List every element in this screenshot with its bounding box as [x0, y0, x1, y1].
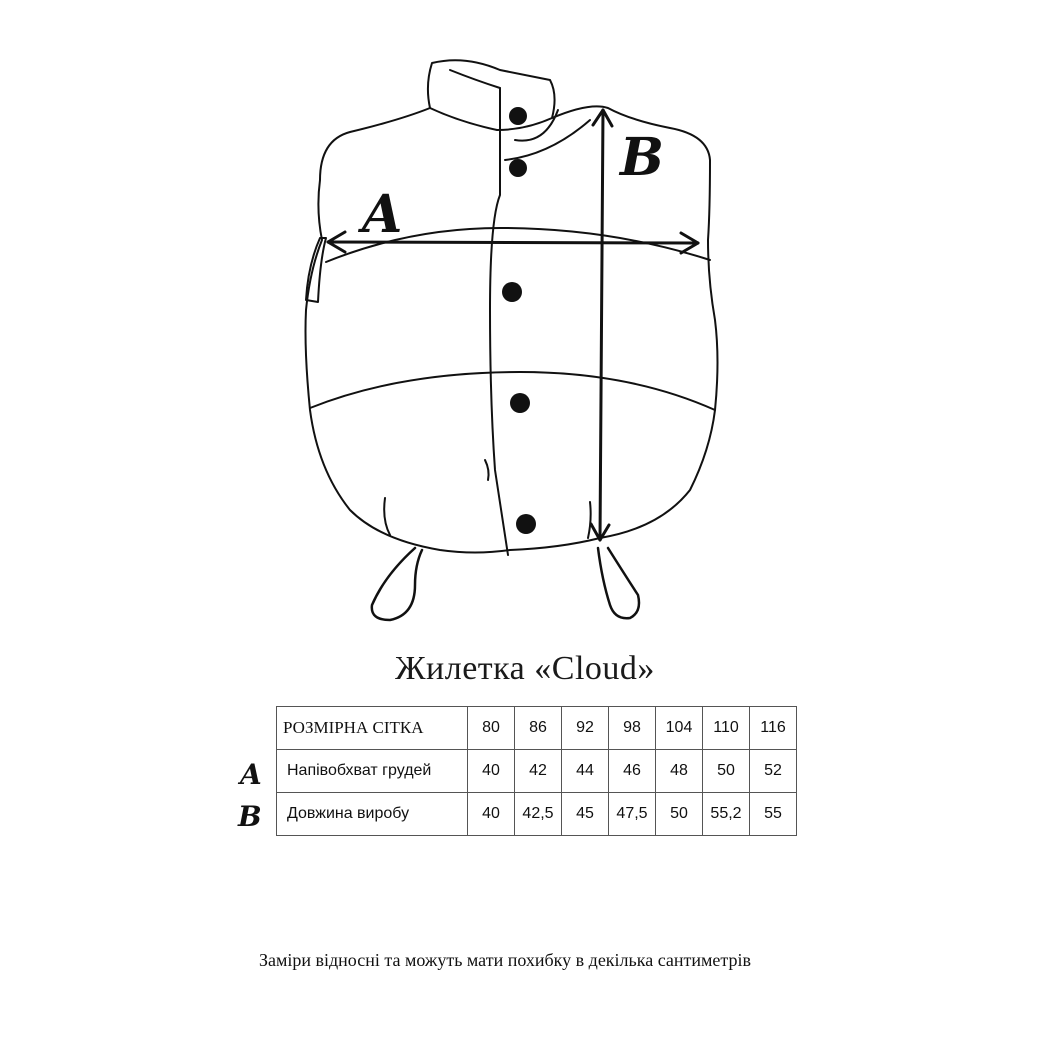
table-cell: 42 — [515, 750, 562, 793]
table-cell: 50 — [656, 793, 703, 836]
size-table — [276, 706, 797, 836]
measurement-disclaimer: Заміри відносні та можуть мати похибку в декілька сантиметрів — [258, 950, 752, 970]
table-row — [277, 750, 797, 793]
table-cell: 50 — [703, 750, 750, 793]
row-marker-a: A — [240, 758, 262, 791]
size-header-cell: 116 — [750, 707, 797, 750]
size-header-cell: 110 — [703, 707, 750, 750]
table-cell: 46 — [609, 750, 656, 793]
table-cell: 55 — [750, 793, 797, 836]
table-cell: 44 — [562, 750, 609, 793]
row-label-chest: Напівобхват грудей — [277, 750, 468, 793]
table-cell: 40 — [468, 750, 515, 793]
button-3 — [502, 282, 522, 302]
table-row — [277, 793, 797, 836]
vest-illustration — [290, 50, 750, 630]
button-2 — [509, 159, 527, 177]
size-header-cell: 92 — [562, 707, 609, 750]
size-header-cell: 86 — [515, 707, 562, 750]
size-table-header-row — [277, 707, 797, 750]
size-header-cell: 80 — [468, 707, 515, 750]
row-marker-b: B — [238, 800, 262, 833]
button-5 — [516, 514, 536, 534]
table-cell: 42,5 — [515, 793, 562, 836]
vest-placket — [490, 88, 508, 555]
arrow-b-line — [600, 110, 603, 540]
size-header-cell: 98 — [609, 707, 656, 750]
size-header-cell: 104 — [656, 707, 703, 750]
button-1 — [509, 107, 527, 125]
row-label-length: Довжина виробу — [277, 793, 468, 836]
size-grid-header: РОЗМІРНА СІТКА — [277, 707, 468, 750]
illustration-label-b: B — [620, 127, 664, 188]
drawcord-left — [372, 548, 422, 620]
table-cell: 45 — [562, 793, 609, 836]
table-cell: 47,5 — [609, 793, 656, 836]
table-cell: 40 — [468, 793, 515, 836]
table-cell: 52 — [750, 750, 797, 793]
table-cell: 55,2 — [703, 793, 750, 836]
table-cell: 48 — [656, 750, 703, 793]
product-title: Жилетка «Cloud» — [395, 650, 655, 687]
illustration-label-a: A — [362, 184, 403, 245]
button-4 — [510, 393, 530, 413]
drawcord-right — [598, 548, 639, 618]
vest-collar — [428, 60, 555, 130]
